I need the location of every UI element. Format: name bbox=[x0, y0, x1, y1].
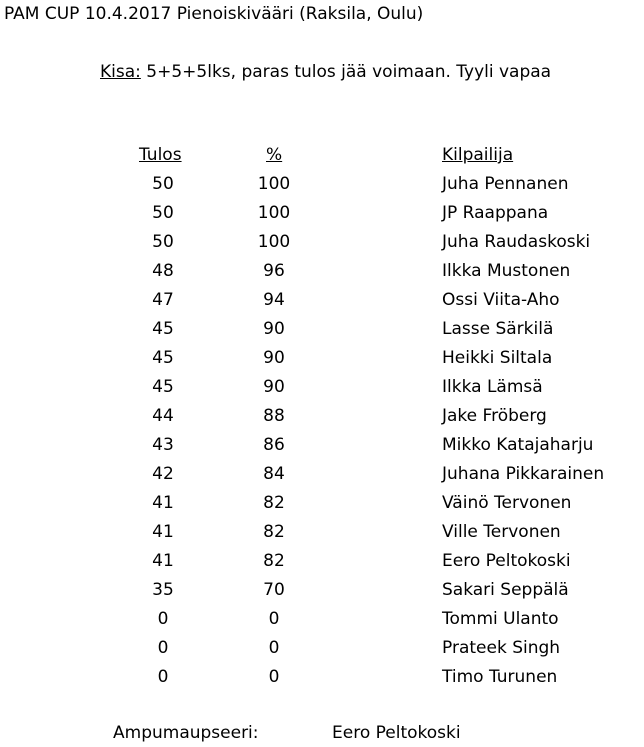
row-score: 42 bbox=[152, 464, 174, 484]
row-score: 35 bbox=[152, 580, 174, 600]
row-percent: 88 bbox=[263, 406, 285, 426]
row-score: 50 bbox=[152, 232, 174, 252]
row-percent: 82 bbox=[263, 522, 285, 542]
row-percent: 100 bbox=[257, 203, 291, 223]
row-score: 0 bbox=[157, 667, 169, 687]
range-officer-label: Ampumaupseeri: bbox=[113, 723, 259, 743]
row-competitor-name: Prateek Singh bbox=[442, 638, 561, 658]
competition-label: Kisa: bbox=[100, 62, 141, 82]
row-score: 41 bbox=[152, 493, 174, 513]
row-score: 43 bbox=[152, 435, 174, 455]
column-header-competitor: Kilpailija bbox=[442, 145, 514, 165]
row-score: 41 bbox=[152, 522, 174, 542]
row-percent: 84 bbox=[263, 464, 285, 484]
row-percent: 82 bbox=[263, 493, 285, 513]
row-percent: 0 bbox=[268, 638, 280, 658]
row-score: 48 bbox=[152, 261, 174, 281]
row-score: 50 bbox=[152, 203, 174, 223]
row-percent: 70 bbox=[263, 580, 285, 600]
row-competitor-name: Ossi Viita-Aho bbox=[442, 290, 560, 310]
column-header-score: Tulos bbox=[139, 145, 182, 165]
row-score: 50 bbox=[152, 174, 174, 194]
row-competitor-name: Jake Fröberg bbox=[442, 406, 547, 426]
row-competitor-name: Ilkka Mustonen bbox=[442, 261, 571, 281]
row-competitor-name: Ilkka Lämsä bbox=[442, 377, 543, 397]
row-score: 44 bbox=[152, 406, 174, 426]
row-percent: 90 bbox=[263, 319, 285, 339]
row-competitor-name: Mikko Katajaharju bbox=[442, 435, 594, 455]
row-percent: 94 bbox=[263, 290, 285, 310]
row-percent: 0 bbox=[268, 609, 280, 629]
row-score: 0 bbox=[157, 638, 169, 658]
row-competitor-name: Juhana Pikkarainen bbox=[442, 464, 605, 484]
row-competitor-name: Väinö Tervonen bbox=[442, 493, 572, 513]
row-score: 45 bbox=[152, 377, 174, 397]
competition-description bbox=[100, 62, 551, 82]
row-competitor-name: Lasse Särkilä bbox=[442, 319, 554, 339]
row-percent: 86 bbox=[263, 435, 285, 455]
row-percent: 100 bbox=[257, 174, 291, 194]
row-percent: 82 bbox=[263, 551, 285, 571]
row-competitor-name: Timo Turunen bbox=[442, 667, 558, 687]
document-title: PAM CUP 10.4.2017 Pienoiskivääri (Raksila, Oulu) bbox=[4, 4, 424, 24]
row-score: 47 bbox=[152, 290, 174, 310]
row-competitor-name: Ville Tervonen bbox=[442, 522, 561, 542]
row-percent: 96 bbox=[263, 261, 285, 281]
row-competitor-name: Eero Peltokoski bbox=[442, 551, 571, 571]
row-competitor-name: Juha Pennanen bbox=[442, 174, 569, 194]
row-competitor-name: JP Raappana bbox=[442, 203, 549, 223]
row-competitor-name: Sakari Seppälä bbox=[442, 580, 569, 600]
row-competitor-name: Juha Raudaskoski bbox=[442, 232, 591, 252]
row-score: 45 bbox=[152, 319, 174, 339]
row-competitor-name: Heikki Siltala bbox=[442, 348, 553, 368]
competition-rules-text: 5+5+5lks, paras tulos jää voimaan. Tyyli vapaa bbox=[140, 62, 552, 82]
column-header-percent: % bbox=[266, 145, 283, 165]
row-score: 45 bbox=[152, 348, 174, 368]
row-competitor-name: Tommi Ulanto bbox=[442, 609, 559, 629]
row-percent: 0 bbox=[268, 667, 280, 687]
row-percent: 90 bbox=[263, 348, 285, 368]
row-score: 41 bbox=[152, 551, 174, 571]
range-officer-name: Eero Peltokoski bbox=[332, 723, 461, 743]
row-percent: 100 bbox=[257, 232, 291, 252]
row-score: 0 bbox=[157, 609, 169, 629]
row-percent: 90 bbox=[263, 377, 285, 397]
